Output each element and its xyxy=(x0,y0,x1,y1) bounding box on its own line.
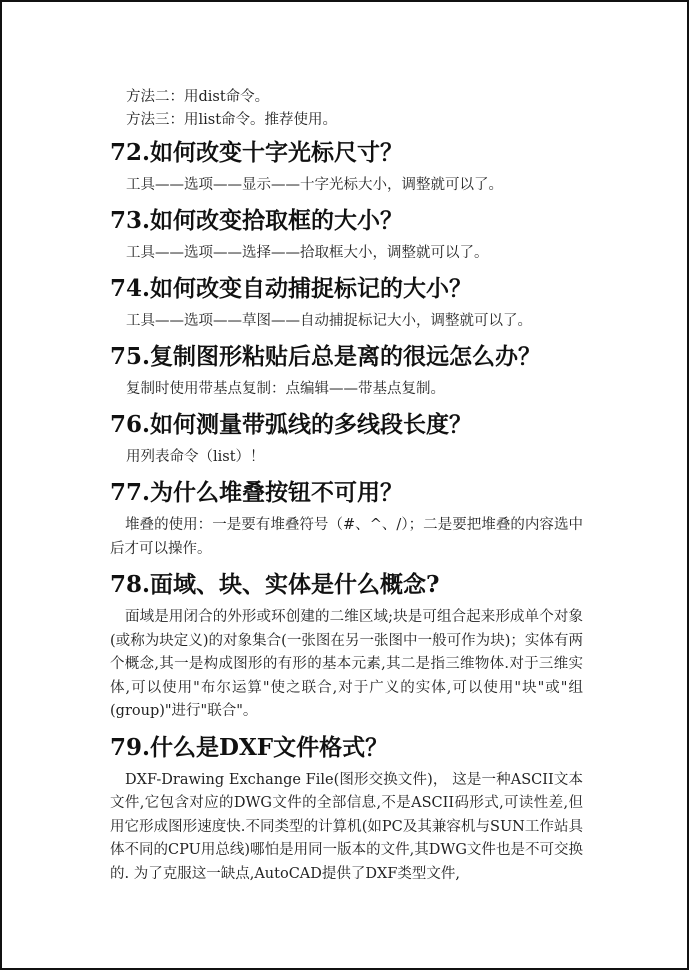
answer-q73: 工具——选项——选择——拾取框大小，调整就可以了。 xyxy=(126,245,489,261)
answer-q78: 面域是用闭合的外形或环创建的二维区域;块是可组合起来形成单个对象(或称为块定义)的对象集合(一张图在另一张图中一般可作为块)；实体有两个概念,其一是构成图形的有形的基本元素,其二是指三维物体.对于三维实体,可以使用"布尔运算"使之联合,对于广义的实体,可以使用"块"或"组(group)"进行"联合"。 xyxy=(110,609,583,719)
answer-q79: DXF-Drawing Exchange File(图形交换文件)， 这是一种ASCII文本文件,它包含对应的DWG文件的全部信息,不是ASCII码形式,可读性差,但用它形成图形速度快.不同类型的计算机(如PC及其兼容机与SUN工作站具体不同的CPU用总线)哪怕是用同一版本的文件,其DWG文件也是不可交换的. 为了克服这一缺点,AutoCAD提供了DXF类型文件, xyxy=(110,771,583,882)
heading-q76: 76.如何测量带弧线的多线段长度？ xyxy=(110,411,473,438)
heading-q75: 75.复制图形粘贴后总是离的很远怎么办？ xyxy=(110,343,542,370)
answer-q75: 复制时使用带基点复制：点编辑——带基点复制。 xyxy=(126,381,445,397)
heading-q73: 73.如何改变拾取框的大小？ xyxy=(110,207,404,234)
heading-q72: 72.如何改变十字光标尺寸？ xyxy=(110,139,404,166)
body-line-method-2: 方法二：用dist命令。 xyxy=(126,89,270,105)
heading-q74: 74.如何改变自动捕捉标记的大小？ xyxy=(110,275,473,302)
answer-q77: 堆叠的使用：一是要有堆叠符号（#、^、/）；二是要把堆叠的内容选中后才可以操作。 xyxy=(110,517,583,557)
answer-q72: 工具——选项——显示——十字光标大小，调整就可以了。 xyxy=(126,177,503,193)
heading-q79: 79.什么是DXF文件格式？ xyxy=(110,733,389,761)
answer-q76: 用列表命令（list）！ xyxy=(126,449,265,465)
heading-q78: 78.面域、块、实体是什么概念? xyxy=(110,571,440,598)
page-content xyxy=(2,86,689,886)
body-line-method-3: 方法三：用list命令。推荐使用。 xyxy=(126,112,338,128)
heading-q77: 77.为什么堆叠按钮不可用？ xyxy=(110,479,404,506)
answer-q74: 工具——选项——草图——自动捕捉标记大小，调整就可以了。 xyxy=(126,313,532,329)
